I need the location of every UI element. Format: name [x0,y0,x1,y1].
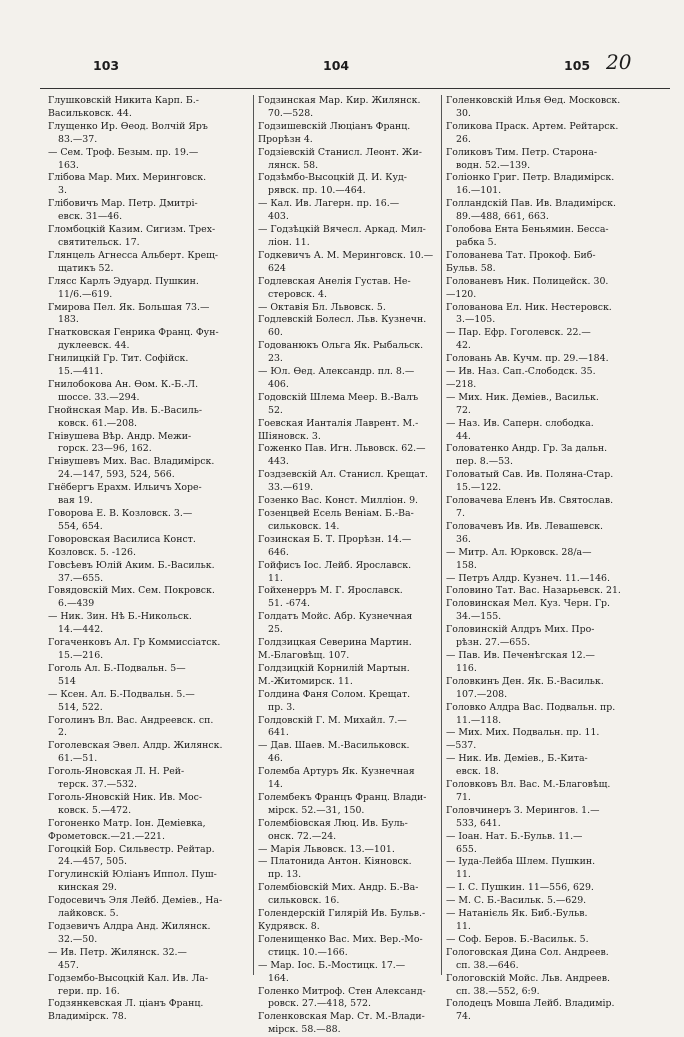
directory-line: 158. [456,559,477,571]
directory-line: 72. [456,404,471,416]
directory-line: Гозенцвей Есель Веніам. Б.-Ва- [258,508,414,519]
directory-line: 24.—147, 593, 524, 566. [58,469,175,481]
directory-line: Головатый Сав. Ив. Поляна-Стар. [446,469,614,481]
directory-line: Гоголевская Эвел. Алдр. Жилянск. [48,740,223,752]
directory-line: Гогулинскій Юліанъ Иппол. Пуш- [48,869,217,881]
directory-line: рабка 5. [456,236,497,248]
directory-line: 6.—439 [58,598,95,610]
directory-line: — Соф. Беров. Б.-Васильк. 5. [446,933,589,945]
directory-line: Голландскій Пав. Ив. Владимірск. [446,198,616,210]
directory-line: — Іуда-Лейба Шлем. Пушкин. [446,856,596,868]
directory-line: 32.—50. [58,933,98,945]
directory-line: Козловск. 5. -126. [48,546,136,558]
directory-line: Гоевская Ианталія Лаврент. М.- [258,417,419,429]
directory-line: Головачева Еленъ Ив. Святослав. [446,495,614,507]
directory-line: Голдина Фаня Солом. Крещат. [258,688,411,700]
directory-line: Голдзицкій Корнилій Мартын. [258,662,410,674]
directory-line: 37.—655. [58,572,104,584]
directory-line: Голендерскій Гилярій Ив. Бульв.- [258,908,426,920]
directory-line: — Марія Львовск. 13.—101. [258,843,395,855]
directory-line: Голованова Ел. Ник. Нестеровск. [446,301,612,313]
directory-line: Гнилобокова Ан. Өом. К.-Б.-Л. [48,378,199,390]
directory-line: 655. [456,843,477,855]
directory-line: мірск. 52.—31, 150. [268,804,365,816]
directory-line: Годзіевскій Станисл. Леонт. Жи- [258,146,422,158]
directory-line: Годкевичъ А. М. Меринговск. 10.— [258,249,434,261]
directory-line: Голованевъ Ник. Полицейск. 30. [446,275,609,287]
directory-line: Голобова Ента Беньямин. Бесса- [446,224,609,236]
directory-line: — Сем. Троф. Безым. пр. 19.— [48,146,199,158]
directory-line: ровск. 27.—418, 572. [268,998,372,1010]
directory-line: Годзишевскій Люціанъ Франц. [258,120,411,132]
directory-line: Голодецъ Мовша Лейб. Владимір. [446,998,615,1010]
directory-line: Голенковская Мар. Ст. М.-Влади- [258,1011,425,1023]
directory-line: — Петръ Алдр. Кузнеч. 11.—146. [446,572,610,584]
directory-line: Гоголинъ Вл. Вас. Андреевск. сп. [48,714,214,726]
directory-line: — Ив. Петр. Жилянск. 32.— [48,946,187,958]
page-number-right: 105 [564,58,591,73]
directory-line: 163. [58,159,79,171]
directory-line: Годлевская Анелія Густав. Не- [258,275,411,287]
directory-line: сп. 38.—646. [456,959,519,971]
directory-line: 403. [268,211,289,223]
directory-line: 533, 641. [456,817,501,829]
directory-line: Головинская Мел. Куз. Черн. Гр. [446,598,610,610]
directory-line: — І. С. Пушкин. 11—556, 629. [446,882,594,894]
directory-line: — Октавія Бл. Львовск. 5. [258,301,386,313]
directory-line: Голембіовская Люц. Ив. Буль- [258,817,408,829]
directory-line: — Ник. Ив. Деміев., Б.-Кита- [446,753,588,765]
directory-line: Глущенко Ир. Өеод. Волчій Яръ [48,120,208,132]
directory-line: Бульв. 58. [446,262,496,274]
directory-line: 34.—155. [456,611,502,623]
directory-line: Годзинская Мар. Кир. Жилянск. [258,95,421,106]
directory-line: Голенищенко Вас. Мих. Вер.-Мо- [258,933,423,945]
directory-line: Гогаченковъ Ал. Гр Коммиссіатск. [48,637,221,649]
directory-line: 15.—411. [58,366,104,378]
directory-line: Гологовская Дина Сол. Андреев. [446,946,609,958]
directory-line: — Іоан. Нат. Б.-Бульв. 11.— [446,830,583,842]
directory-line: — Натанієль Як. Биб.-Бульв. [446,908,588,920]
directory-line: 11. [456,921,471,932]
directory-line: Головатенко Андр. Гр. За дальн. [446,443,608,455]
directory-line: Годлевскій Болесл. Льв. Кузнечн. [258,314,427,326]
directory-line: Головинскій Алдръ Мих. Про- [446,624,595,636]
directory-line: ковск. 5.—472. [58,804,132,816]
directory-line: водн. 52.—139. [456,159,531,171]
directory-line: лянск. 58. [268,159,319,171]
directory-line: —218. [446,378,477,390]
directory-line: 183. [58,314,79,326]
directory-line: ліон. 11. [268,236,310,248]
directory-line: Гойфисъ Іос. Лейб. Ярославск. [258,559,412,571]
directory-line: — Ксен. Ал. Б.-Подвальн. 5.— [48,688,195,700]
directory-line: вая 19. [58,495,93,507]
directory-line: Прорѣзн 4. [258,133,313,145]
directory-line: пер. 8.—53. [456,456,513,468]
directory-line: Гозинская Б. Т. Прорѣзн. 14.— [258,533,412,545]
directory-line: — Кал. Ив. Лагерн. пр. 16.— [258,198,400,210]
directory-line: Говсѣевъ Юлій Аким. Б.-Васильк. [48,559,215,571]
directory-line: Глібовичъ Мар. Петр. Дмитрі- [48,198,198,210]
directory-line: кинская 29. [58,882,117,894]
directory-line: мірск. 58.—88. [268,1024,341,1036]
directory-line: — Мих. Мих. Подвальн. пр. 11. [446,727,600,739]
directory-line: 15.—216. [58,649,104,661]
directory-line: Гогоцкій Бор. Сильвестр. Рейтар. [48,843,215,855]
directory-line: Головчинеръ З. Мерингов. 1.— [446,804,600,816]
directory-line: пр. 13. [268,869,302,881]
directory-line: Голембекъ Францъ Франц. Влади- [258,791,427,803]
directory-line: Головино Тат. Вас. Назарьевск. 21. [446,585,621,597]
directory-line: Гоголь Ал. Б.-Подвальн. 5— [48,662,186,674]
directory-line: сильковск. 16. [268,895,340,907]
directory-line: — Пар. Ефр. Гоголевск. 22.— [446,327,591,339]
directory-line: 60. [268,327,283,339]
directory-line: терск. 37.—532. [58,779,137,791]
directory-line: 14.—442. [58,624,104,636]
directory-line: Глібова Мар. Мих. Меринговск. [48,172,207,184]
directory-line: Големба Артуръ Як. Кузнечная [258,766,415,778]
directory-line: 7. [456,508,465,519]
column-divider [253,95,254,975]
directory-line: Годзянкевская Л. ціанъ Франц. [48,998,204,1010]
directory-line: 36. [456,533,471,545]
directory-line: — М. С. Б.-Васильк. 5.—629. [446,895,587,907]
directory-line: 26. [456,133,471,145]
directory-line: — Мар. Іос. Б.-Мостицк. 17.— [258,959,406,971]
directory-line: Глянцель Агнесса Альберт. Крещ- [48,249,219,261]
directory-line: Гломбоцкій Казим. Сигизм. Трех- [48,224,216,236]
directory-line: Годовскій Шлема Меер. В.-Валъ [258,391,419,403]
directory-line: 514, 522. [58,701,103,713]
directory-line: Гоголь-Яновскій Ник. Ив. Мос- [48,791,203,803]
directory-line: лайковск. 5. [58,908,119,920]
directory-line: 46. [268,753,283,765]
directory-line: 164. [268,972,289,984]
directory-line: — Мих. Ник. Деміев., Васильк. [446,391,599,403]
directory-line: 624 [268,262,286,274]
directory-line: Годзѣмбо-Высоцкій Д. И. Куд- [258,172,407,184]
column-middle [258,95,446,1037]
directory-line: Гнилицкій Гр. Тит. Софійск. [48,353,189,365]
directory-line: Гнівушева Вѣр. Андр. Межи- [48,430,192,442]
directory-line: 25. [268,624,283,636]
directory-line: 3. [58,185,67,197]
directory-line: 16.—101. [456,185,502,197]
directory-line: — Дав. Шаев. М.-Васильковск. [258,740,410,752]
directory-line: 14. [268,779,283,791]
directory-line: святительск. 17. [58,236,140,248]
directory-line: гери. пр. 16. [58,985,120,997]
header-rule [40,88,670,89]
directory-line: Гоздзевскій Ал. Станисл. Крещат. [258,469,428,481]
directory-line: — Платонида Антон. Кіяновск. [258,856,412,868]
directory-line: 11/6.—619. [58,288,113,300]
directory-line: дуклеевск. 44. [58,340,130,352]
page-number-left: 103 [93,58,120,73]
directory-line: М.-Благовѣщ. 107. [258,649,350,661]
directory-line: 44. [456,430,471,442]
directory-line: — Ник. Зин. Нѣ Б.-Никольск. [48,611,192,623]
directory-line: Гоженко Пав. Игн. Львовск. 62.— [258,443,426,455]
directory-line: 2. [58,727,67,739]
directory-line: 52. [268,404,283,416]
directory-line: Головкинъ Ден. Як. Б.-Васильк. [446,675,604,687]
handwritten-note: 20 [606,50,632,74]
directory-line: 74. [456,1011,471,1023]
directory-line: Гозенко Вас. Конст. Милліон. 9. [258,495,419,507]
directory-line: рѣзн. 27.—655. [456,637,531,649]
directory-line: сильковск. 14. [268,520,340,532]
directory-line: 83.—37. [58,133,98,145]
directory-line: 514 [58,675,76,687]
directory-line: Голдатъ Мойс. Абр. Кузнечная [258,611,413,623]
directory-line: шоссе. 33.—294. [58,391,140,403]
directory-line: ковск. 61.—208. [58,417,138,429]
directory-line: Голенко Митроф. Стен Александ- [258,985,426,997]
directory-line: горск. 23—96, 162. [58,443,152,455]
directory-line: М.-Житомирск. 11. [258,675,353,687]
directory-line: 443. [268,456,289,468]
directory-line: Годованюкъ Ольга Як. Рыбальск. [258,340,424,352]
directory-line: 11.—118. [456,714,502,726]
directory-line: Голдзицкая Северина Мартин. [258,637,412,649]
directory-line: 457. [58,959,79,971]
directory-line: — Наз. Ив. Саперн. слободка. [446,417,594,429]
directory-line: 42. [456,340,471,352]
directory-line: 3.—105. [456,314,496,326]
directory-line: 646. [268,546,289,558]
directory-line: Гойхенерръ М. Г. Ярославск. [258,585,403,597]
directory-line: Годосевичъ Эля Лейб. Деміев., На- [48,895,223,907]
directory-line: Головковъ Вл. Вас. М.-Благовѣщ. [446,779,611,791]
directory-line: евск. 31—46. [58,211,123,223]
directory-line: Глушковскій Никита Карп. Б.- [48,95,199,106]
directory-line: Гологовскій Мойс. Льв. Андреев. [446,972,610,984]
directory-line: Головань Ав. Кучм. пр. 29.—184. [446,353,609,365]
directory-line: Шіяновск. 3. [258,430,321,442]
directory-line: 554, 654. [58,520,103,532]
directory-line: — Митр. Ал. Юрковск. 28/а— [446,546,592,558]
directory-line: Говоровская Василиса Конст. [48,533,196,545]
directory-line: Говорова Е. В. Козловск. 3.— [48,508,193,519]
directory-line: Гнойнская Мар. Ив. Б.-Василь- [48,404,202,416]
directory-line: Голіонко Григ. Петр. Владимірск. [446,172,615,184]
directory-line: 15.—122. [456,482,502,494]
directory-line: Голикова Праск. Артем. Рейтарск. [446,120,619,132]
directory-line: —537. [446,740,477,752]
directory-line: 30. [456,107,471,119]
directory-line: Кудрявск. 8. [258,921,320,932]
directory-line: стеровск. 4. [268,288,327,300]
directory-line: 11. [268,572,283,584]
directory-line: 23. [268,353,283,365]
directory-line: — Юл. Өед. Александр. пл. 8.— [258,366,415,378]
directory-line: сп. 38.—552, 6:9. [456,985,540,997]
directory-line: Голованева Тат. Прокоф. Биб- [446,249,596,261]
directory-line: — Пав. Ив. Печенѣгская 12.— [446,649,595,661]
directory-line: Фрометовск.—21.—221. [48,830,165,842]
directory-line: Гмирова Пел. Як. Большая 73.— [48,301,210,313]
column-right [446,95,666,1024]
directory-line: Гоголь-Яновская Л. Н. Рей- [48,766,185,778]
directory-line: 89.—488, 661, 663. [456,211,549,223]
directory-line: 33.—619. [268,482,314,494]
directory-line: Головко Алдра Вас. Подвальн. пр. [446,701,616,713]
directory-line: Гнівушевъ Мих. Вас. Владимірск. [48,456,215,468]
directory-line: 406. [268,378,289,390]
directory-line: 71. [456,791,471,803]
directory-line: — Годзѣцкій Вячесл. Аркад. Мил- [258,224,426,236]
directory-line: рявск. пр. 10.—464. [268,185,366,197]
directory-line: пр. 3. [268,701,296,713]
directory-line: —120. [446,288,477,300]
directory-line: 51. -674. [268,598,310,610]
directory-line: Гнатковская Генрика Франц. Фун- [48,327,219,339]
directory-line: Годзевичъ Алдра Анд. Жилянск. [48,921,211,932]
directory-line: 641. [268,727,289,739]
column-left [48,95,248,1024]
directory-line: 116. [456,662,477,674]
directory-line: 24.—457, 505. [58,856,128,868]
directory-line: 107.—208. [456,688,508,700]
directory-line: евск. 18. [456,766,499,778]
directory-line: стицк. 10.—166. [268,946,348,958]
directory-line: онск. 72.—24. [268,830,337,842]
directory-line: Глясс Карлъ Эдуард. Пушкин. [48,275,199,287]
directory-line: Годзембо-Высоцкій Кал. Ив. Ла- [48,972,209,984]
page-number-center: 104 [323,58,350,73]
directory-line: Головачевъ Ив. Ив. Левашевск. [446,520,603,532]
directory-line: Васильковск. 44. [48,107,132,119]
directory-line: 11. [456,869,471,881]
directory-line: 70.—528. [268,107,314,119]
directory-line: Гогоненко Матр. Іон. Деміевка, [48,817,206,829]
directory-line: — Ив. Наз. Сап.-Слободск. 35. [446,366,596,378]
directory-line: Гнёбергъ Ерахм. Ильичъ Хоре- [48,482,202,494]
directory-line: Голембіовскій Мих. Андр. Б.-Ва- [258,882,419,894]
directory-line: 61.—51. [58,753,98,765]
page-header [0,50,684,80]
directory-line: щатикъ 52. [58,262,114,274]
directory-line: Говядовскій Мих. Сем. Покровск. [48,585,215,597]
directory-line: Голенковскій Илья Өед. Московск. [446,95,621,106]
directory-line: Голдовскій Г. М. Михайл. 7.— [258,714,407,726]
directory-line: Голиковъ Тим. Петр. Старона- [446,146,598,158]
directory-line: Владимірск. 78. [48,1011,127,1023]
